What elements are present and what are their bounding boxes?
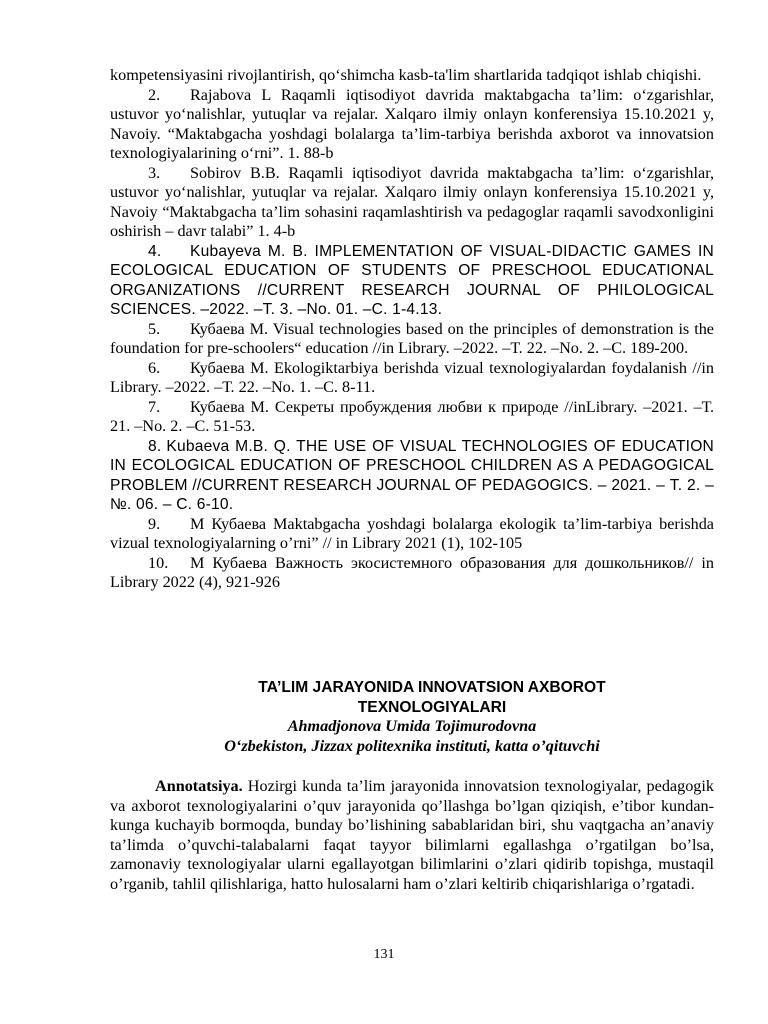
reference-number: 2. [148, 85, 161, 104]
reference-number: 5. [148, 319, 161, 338]
reference-text: Rajabova L Raqamli iqtisodiyot davrida maktabgacha ta’lim: o‘zgarishlar, ustuvor yo‘nalishlar, yutuqlar va rejalar. Xalqaro ilmiy onlayn konferensiya 15.10.2021 y, Navoiy. “Maktabgacha yoshdagi bolalarga ta’lim-tarbiya berishda axborot va innovatsion texnologiyalarining o‘rni”. 1. 88-b [110, 85, 714, 162]
abstract-label: Annotatsiya. [155, 777, 243, 795]
reference-continuation [110, 66, 714, 86]
article-title-line-2: TEXNOLOGIYALARI [357, 698, 507, 716]
reference-text: Kubayeva M. B. IMPLEMENTATION OF VISUAL-DIDACTIC GAMES IN ECOLOGICAL EDUCATION OF STUDENTS OF PRESCHOOL EDUCATIONAL ORGANIZATIONS //CURRENT RESEARCH JOURNAL OF PHILOLOGICAL SCIENCES. –2022. –T. 3. –No. 01. –С. 1-4.13. [110, 242, 714, 318]
reference-number: 4. [148, 242, 162, 260]
reference-item-8 [110, 437, 714, 515]
reference-number: 3. [148, 163, 161, 182]
reference-item-2 [110, 86, 714, 164]
reference-text: Кубаева M. Ekologiktarbiya berishda vizual texnologiyalardan foydalanish //in Library. –2022. –Т. 22. –No. 1. –С. 8-11. [110, 358, 714, 396]
reference-text: M Кубаева Maktabgacha yoshdagi bolalarga ekologik ta’lim-tarbiya berishda vizual texnologiyalarning o’rni” // in Library 2021 (1), 102-105 [110, 514, 714, 552]
page-number: 131 [373, 947, 395, 962]
article-title-line-1: TA’LIM JARAYONIDA INNOVATSION AXBOROT [258, 679, 606, 696]
author-name: Ahmadjonova Umida Tojimurodovna [287, 717, 537, 735]
author-affiliation: O‘zbekiston, Jizzax politexnika instituti, katta o’qituvchi [224, 736, 600, 755]
reference-item-6 [110, 359, 714, 398]
reference-item-9 [110, 515, 714, 554]
article-header [110, 678, 714, 756]
reference-text: Sobirov B.B. Raqamli iqtisodiyot davrida maktabgacha ta’lim: o‘zgarishlar, ustuvor yo‘nalishlar, yutuqlar va rejalar. Xalqaro ilmiy onlayn konferensiya 15.10.2021 y, Navoiy “Maktabgacha ta’lim sohasini raqamlashtirish va pedagoglar raqamli savodxonligini oshirish – davr talabi” 1. 4-b [110, 163, 714, 240]
abstract-paragraph [110, 777, 714, 894]
reference-number: 8. [148, 437, 162, 455]
reference-list [110, 66, 714, 593]
reference-text: Kubaeva M.B. Q. THE USE OF VISUAL TECHNOLOGIES OF EDUCATION IN ECOLOGICAL EDUCATION OF PRESCHOOL CHILDREN AS A PEDAGOGICAL PROBLEM //CURRENT RESEARCH JOURNAL OF PEDAGOGICS. – 2021. – Т. 2. – №. 06. – С. 6-10. [110, 437, 714, 513]
article-title [110, 678, 714, 717]
reference-text: Кубаева M. Visual technologies based on the principles of demonstration is the foundation for pre-schoolers“ education //in Library. –2022. –Т. 22. –No. 2. –С. 189-200. [110, 319, 714, 357]
reference-item-3 [110, 164, 714, 242]
reference-number: 10. [148, 553, 169, 572]
reference-item-4 [110, 242, 714, 320]
reference-text: M Кубаева Важность экосистемного образования для дошкольников// in Library 2022 (4), 921-926 [110, 553, 714, 591]
reference-item-10 [110, 554, 714, 593]
abstract-text: Hozirgi kunda ta’lim jarayonida innovatsion texnologiyalar, pedagogik va axborot texnologiyalarini o’quv jarayonida qo’llashga bo’lgan qiziqish, e’tibor kundan-kunga kuchayib bormoqda, bunday bo’lishining sabablaridan biri, shu vaqtgacha an’anaviy ta’limda o’quvchi-talabalarni faqat tayyor bilimlarni egallashga o’rgatilgan bo’lsa, zamonaviy texnologiyalar ularni egallayotgan bilimlarini o’zlari qidirib topishga, mustaqil o’rganib, tahlil qilishlariga, hatto hulosalarni ham o’zlari keltirib chiqarishlariga o’rgatadi. [110, 777, 714, 893]
reference-continuation-text: kompetensiyasini rivojlantirish, qo‘shimcha kasb-ta'lim shartlarida tadqiqot ishlab chiqishi. [110, 66, 702, 84]
reference-item-7 [110, 398, 714, 437]
reference-text: Кубаева M. Секреты пробуждения любви к природе //inLibrary. –2021. –Т. 21. –No. 2. –С. 51-53. [110, 397, 714, 435]
reference-number: 6. [148, 358, 161, 377]
reference-number: 9. [148, 514, 161, 533]
reference-item-5 [110, 320, 714, 359]
reference-number: 7. [148, 397, 161, 416]
